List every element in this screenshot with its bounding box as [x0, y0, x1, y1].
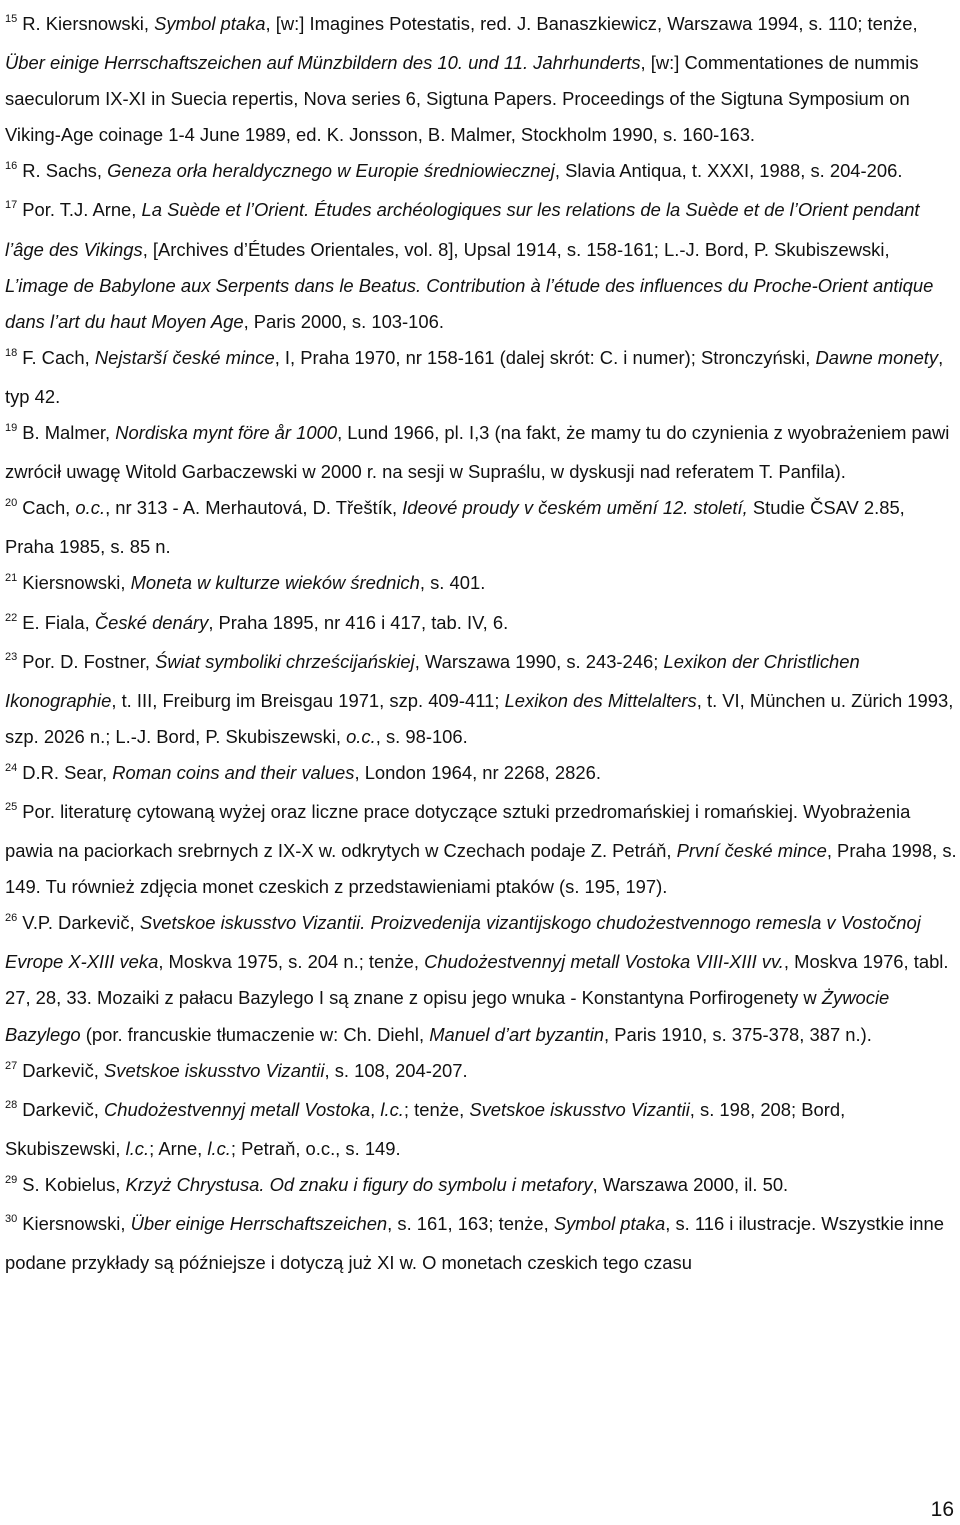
footnote-text: , Paris 2000, s. 103-106. — [243, 310, 444, 332]
footnote-17 — [5, 192, 957, 339]
footnote-title: o.c. — [75, 497, 106, 519]
footnote-title: Żywocie Bazylego — [5, 987, 890, 1045]
footnote-number: 21 — [5, 572, 18, 585]
footnote-text: , [w:] Commentationes de nummis saeculorum IX-XI in Suecia repertis, Nova series 6, Sigtuna Papers. Proceedings of the Sigtuna Symposium on Viking-Age coinage 1-4 June 1989, ed. K. Jonsson, B. Malmer, Stockholm 1990, s. 160-163. — [5, 52, 919, 146]
footnote-24 — [5, 755, 957, 794]
footnote-title: L’image de Babylone aux Serpents dans le Beatus. Contribution à l’étude des influences du Proche-Orient antique dans l’art du haut Moyen Age — [5, 274, 934, 332]
footnote-title: Roman coins and their values — [112, 761, 355, 783]
footnote-title: Świat symboliki chrześcijańskiej — [155, 650, 415, 672]
footnote-title: Svetskoe iskusstvo Vizantii. Proizvedenija vizantijskogo chudożestvennogo remesla v Vostočnoj Evrope X-XIII veka — [5, 912, 921, 973]
footnote-text: , Paris 1910, s. 375-378, 387 n.). — [604, 1023, 872, 1045]
footnote-text: , Moskva 1975, s. 204 n.; tenże, — [158, 951, 425, 973]
footnote-number: 29 — [5, 1173, 18, 1186]
footnote-text: , Slavia Antiqua, t. XXXI, 1988, s. 204-206. — [554, 160, 903, 182]
footnote-text: V.P. Darkevič, — [22, 912, 140, 934]
footnote-text: , Praha 1895, nr 416 i 417, tab. IV, 6. — [208, 611, 509, 633]
footnote-number: 22 — [5, 611, 18, 624]
footnote-text: B. Malmer, — [22, 422, 116, 444]
footnote-text: , s. 401. — [419, 572, 486, 594]
footnote-title: Chudożestvennyj metall Vostoka — [104, 1098, 371, 1120]
footnote-text: , t. III, Freiburg im Breisgau 1971, szp. 409-411; — [111, 689, 505, 711]
footnote-text: , — [370, 1098, 381, 1120]
footnote-title: Krzyż Chrystusa. Od znaku i figury do symbolu i metafory — [125, 1173, 593, 1195]
footnote-number: 17 — [5, 199, 18, 212]
footnote-title: l.c. — [125, 1137, 150, 1159]
footnote-title: Lexikon des Mittelalters — [504, 689, 697, 711]
footnote-text: R. Kiersnowski, — [22, 13, 155, 34]
footnote-text: , Warszawa 1990, s. 243-246; — [414, 650, 664, 672]
footnote-number: 16 — [5, 160, 18, 173]
footnote-number: 24 — [5, 761, 18, 774]
footnote-text: , Moskva 1976, tabl. 27, 28, 33. Mozaiki z pałacu Bazylego I są znane z opisu jego wnuka - Konstantyna Porfirogenety w — [5, 951, 949, 1009]
footnote-30 — [5, 1206, 957, 1281]
footnote-title: Über einige Herrschaftszeichen — [130, 1213, 388, 1234]
footnote-title: Svetskoe iskusstvo Vizantii — [104, 1059, 325, 1081]
footnote-text: , [w:] Imagines Potestatis, red. J. Banaszkiewicz, Warszawa 1994, s. 110; tenże, — [265, 13, 918, 34]
footnote-text: , London 1964, nr 2268, 2826. — [354, 761, 601, 783]
footnote-number: 28 — [5, 1098, 18, 1111]
footnote-title: České denáry — [94, 611, 209, 633]
footnote-text: , s. 98-106. — [375, 725, 468, 747]
footnote-text: Darkevič, — [22, 1098, 105, 1120]
footnote-text: Por. T.J. Arne, — [22, 199, 142, 221]
footnote-number: 18 — [5, 346, 18, 359]
footnote-text: , [Archives d’Études Orientales, vol. 8], Upsal 1914, s. 158-161; L.-J. Bord, P. Skubiszewski, — [142, 238, 890, 260]
footnote-text: , Lund 1966, pl. I,3 (na fakt, że mamy tu do czynienia z wyobrażeniem pawi zwrócił uwagę Witold Garbaczewski w 2000 r. na sesji w Supraślu, w dyskusji nad referatem T. Panfila). — [5, 422, 950, 483]
footnote-15 — [5, 6, 957, 153]
footnote-title: La Suède et l’Orient. Études archéologiques sur les relations de la Suède et de l’Orient pendant l’âge des Vikings — [5, 199, 920, 260]
footnote-text: , Praha 1998, s. 149. Tu również zdjęcia monet czeskich z przedstawieniami ptaków (s. 195, 197). — [5, 840, 957, 898]
footnote-27 — [5, 1053, 957, 1092]
footnote-title: Chudożestvennyj metall Vostoka VIII-XIII vv. — [424, 951, 784, 973]
footnote-title: Über einige Herrschaftszeichen auf Münzbildern des 10. und 11. Jahrhunderts — [5, 52, 641, 74]
footnote-text: , t. VI, München u. Zürich 1993, szp. 2026 n.; L.-J. Bord, P. Skubiszewski, — [5, 689, 954, 747]
footnote-text: ; tenże, — [403, 1098, 470, 1120]
footnote-28 — [5, 1092, 957, 1167]
footnote-text: (por. francuskie tłumaczenie w: Ch. Diehl, — [80, 1023, 430, 1045]
footnote-number: 20 — [5, 497, 18, 510]
footnote-29 — [5, 1167, 957, 1206]
footnote-title: Symbol ptaka — [553, 1213, 666, 1234]
footnote-text: F. Cach, — [22, 346, 95, 368]
page-number: 16 — [930, 1498, 954, 1521]
footnote-number: 19 — [5, 422, 18, 435]
footnote-23 — [5, 644, 957, 755]
footnote-title: Dawne monety — [815, 346, 939, 368]
footnote-text: R. Sachs, — [22, 160, 108, 182]
footnote-text: , s. 161, 163; tenże, — [387, 1213, 554, 1234]
footnote-title: Manuel d’art byzantin — [429, 1023, 605, 1045]
footnote-title: Svetskoe iskusstvo Vizantii — [469, 1098, 690, 1120]
footnote-text: ; Petraň, o.c., s. 149. — [230, 1137, 401, 1159]
footnote-number: 15 — [5, 13, 18, 25]
footnote-21 — [5, 565, 957, 604]
footnote-number: 26 — [5, 912, 18, 925]
footnote-text: , s. 116 i ilustracje. Wszystkie inne podane przykłady są późniejsze i dotyczą już XI w. O monetach czeskich tego czasu — [5, 1213, 944, 1274]
footnote-text: , Warszawa 2000, il. 50. — [592, 1173, 789, 1195]
footnote-text: ; Arne, — [149, 1137, 208, 1159]
footnote-text: Por. literaturę cytowaną wyżej oraz liczne prace dotyczące sztuki przedromańskiej i romańskiej. Wyobrażenia pawia na paciorkach srebrnych z IX-X w. odkrytych w Czechach podaje Z. Petráň, — [5, 800, 911, 862]
footnote-text: Darkevič, — [22, 1059, 105, 1081]
footnote-text: Por. D. Fostner, — [22, 650, 156, 672]
footnote-number: 27 — [5, 1059, 18, 1072]
footnote-text: , I, Praha 1970, nr 158-161 (dalej skrót: C. i numer); Stronczyński, — [274, 346, 816, 368]
footnote-title: První české mince — [676, 840, 827, 862]
footnote-title: l.c. — [380, 1098, 404, 1120]
footnote-19 — [5, 415, 957, 490]
footnote-26 — [5, 905, 957, 1052]
footnote-25 — [5, 794, 957, 905]
footnote-22 — [5, 605, 957, 644]
footnote-title: Ideové proudy v českém umění 12. století, — [402, 497, 748, 519]
footnote-16 — [5, 153, 957, 192]
footnote-text: , nr 313 - A. Merhautová, D. Třeštík, — [105, 497, 403, 519]
footnote-title: l.c. — [207, 1137, 231, 1159]
footnotes-list — [5, 6, 957, 1281]
footnote-text: E. Fiala, — [22, 611, 95, 633]
footnote-text: Cach, — [22, 497, 76, 519]
footnote-title: Symbol ptaka — [154, 13, 266, 34]
footnote-18 — [5, 340, 957, 415]
footnote-text: Studie ČSAV 2.85, Praha 1985, s. 85 n. — [5, 497, 905, 558]
footnote-text: , typ 42. — [5, 346, 944, 407]
footnote-title: Nordiska mynt före år 1000 — [115, 422, 338, 444]
footnote-title: Moneta w kulturze wieków średnich — [130, 572, 420, 594]
footnote-title: Nejstarší české mince — [94, 346, 275, 368]
footnote-text: , s. 198, 208; Bord, Skubiszewski, — [5, 1098, 846, 1159]
footnote-text: Kiersnowski, — [22, 1213, 131, 1234]
footnote-number: 25 — [5, 800, 18, 813]
footnote-number: 30 — [5, 1213, 18, 1225]
footnote-text: D.R. Sear, — [22, 761, 113, 783]
footnote-text: S. Kobielus, — [22, 1173, 126, 1195]
footnote-title: Lexikon der Christlichen Ikonographie — [5, 650, 860, 711]
footnote-title: Geneza orła heraldycznego w Europie średniowiecznej — [107, 160, 555, 182]
footnote-20 — [5, 490, 957, 565]
footnote-text: , s. 108, 204-207. — [324, 1059, 468, 1081]
footnote-number: 23 — [5, 650, 18, 663]
footnote-text: Kiersnowski, — [22, 572, 131, 594]
footnote-title: o.c. — [346, 725, 376, 747]
